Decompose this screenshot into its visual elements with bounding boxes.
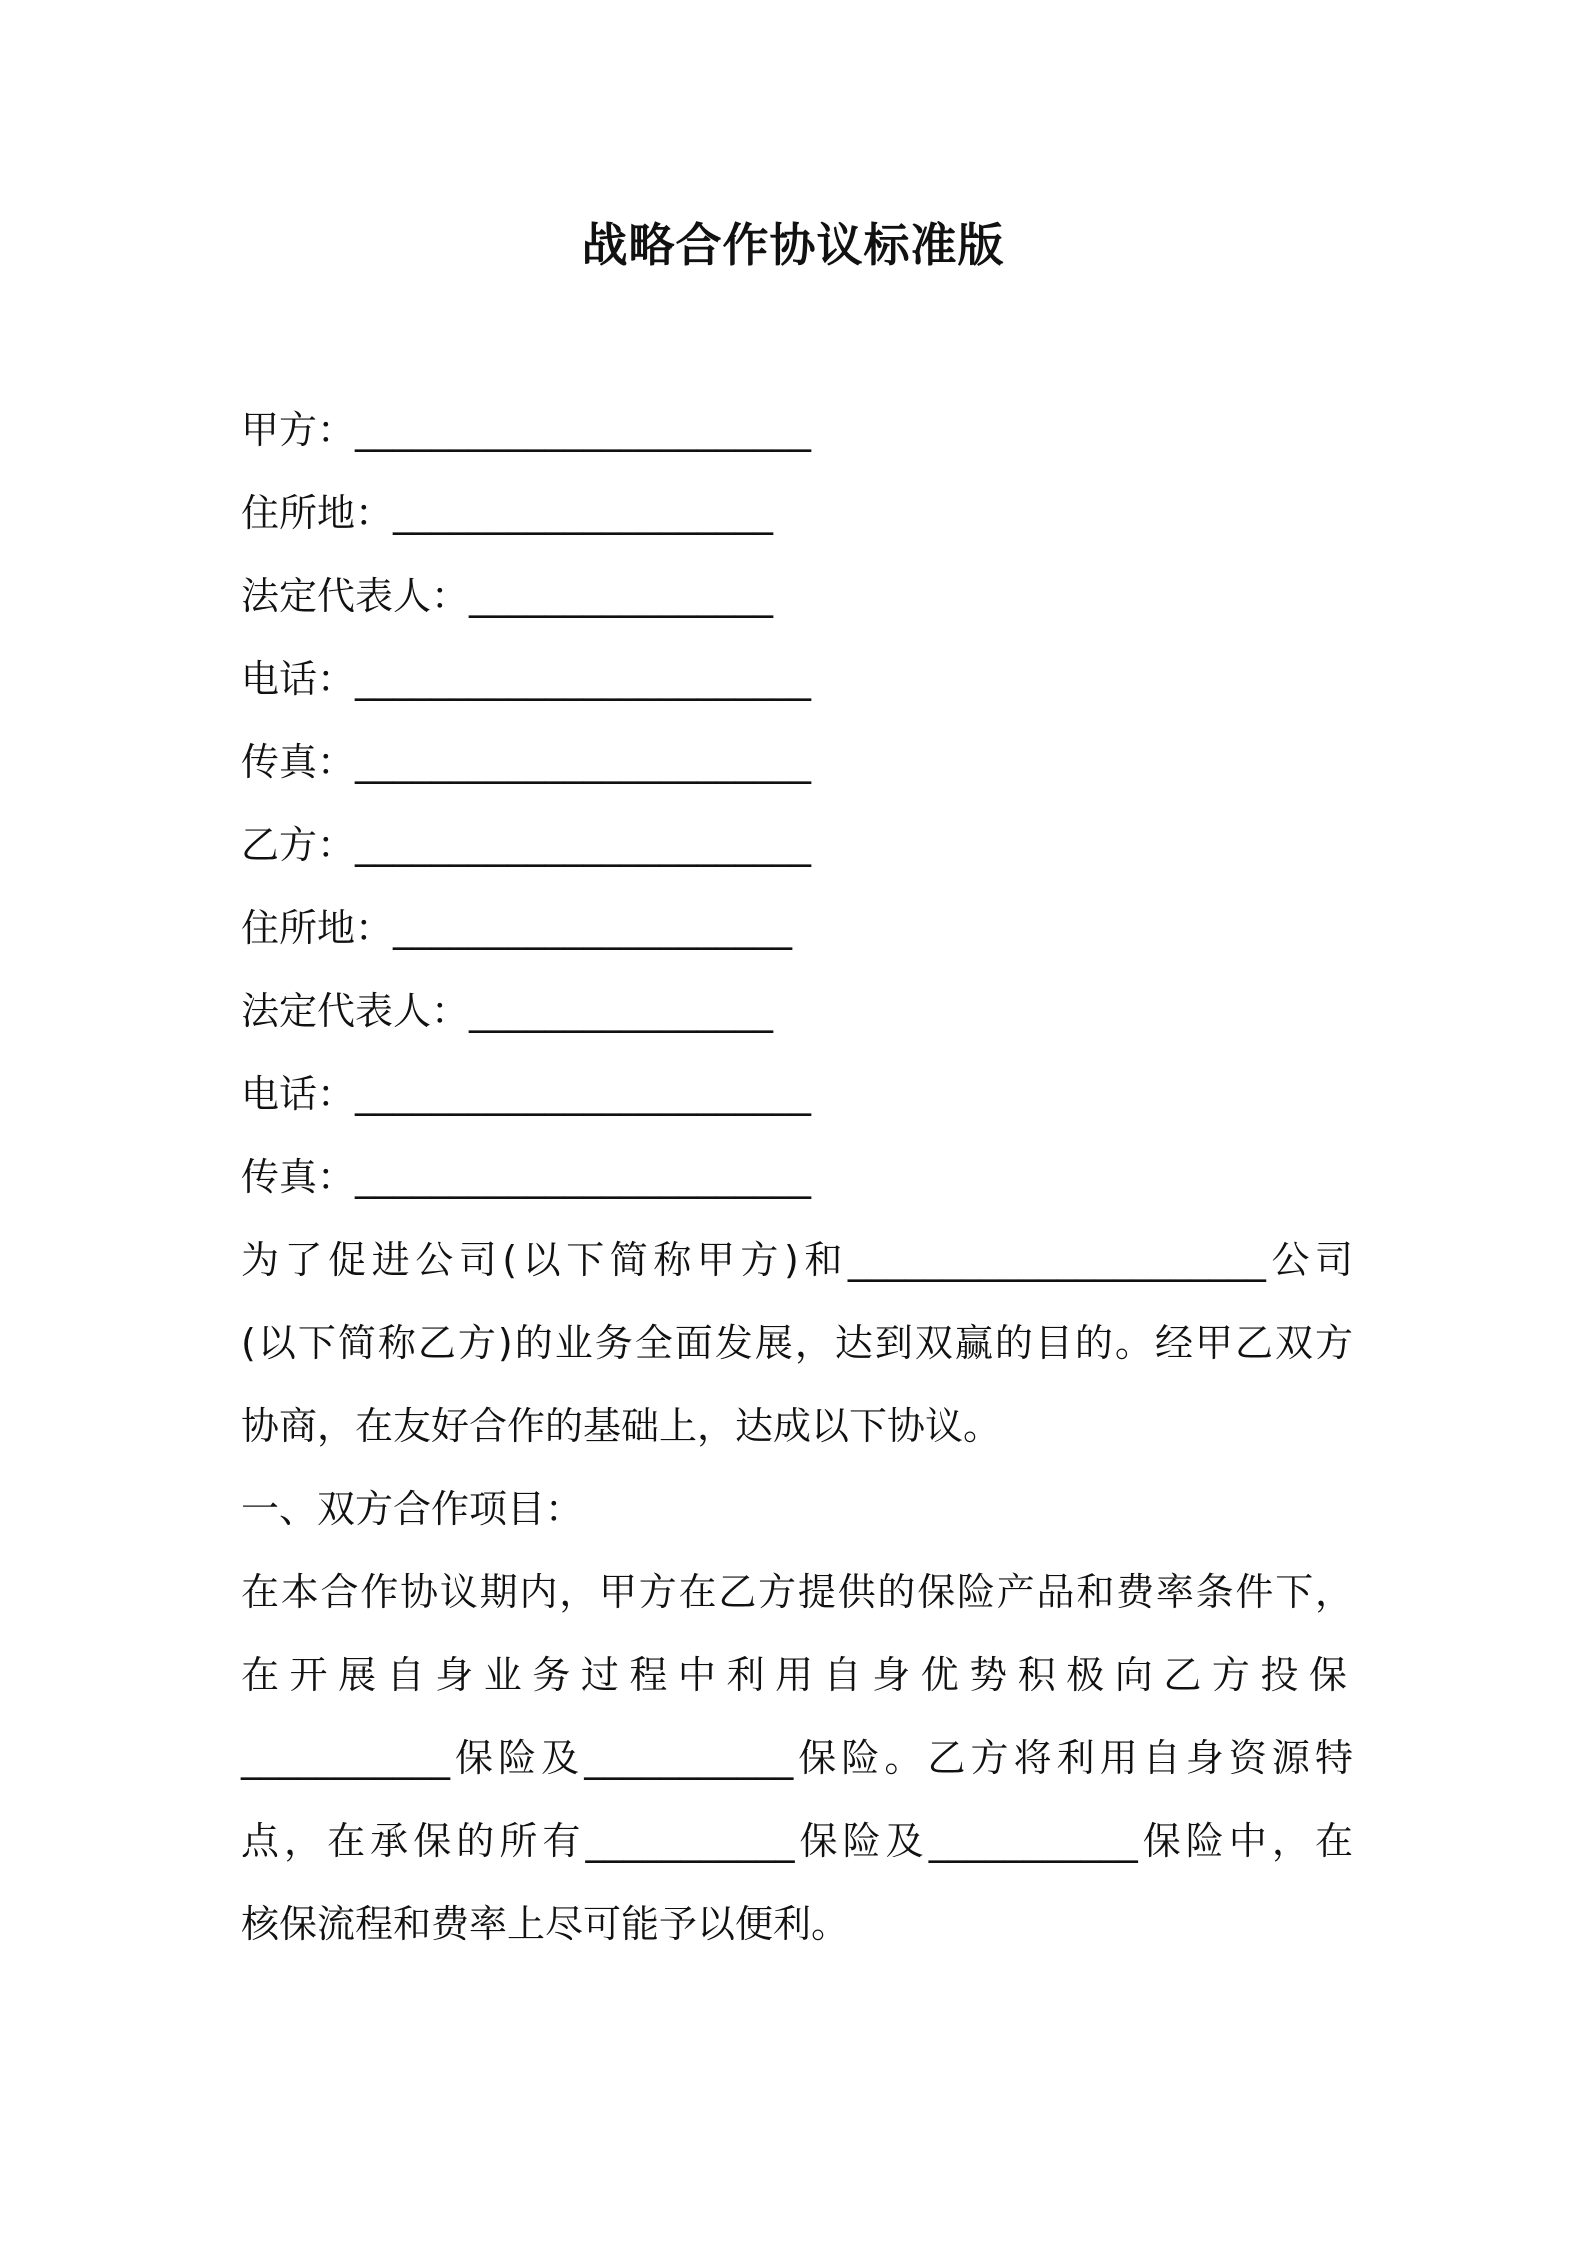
section-body-line: 核保流程和费率上尽可能予以便利。 <box>241 1902 850 1946</box>
party-b-fax-field <box>241 1150 811 1204</box>
field-label: 法定代表人： <box>241 574 470 618</box>
party-a-address-field <box>241 486 773 540</box>
fill-in-blank: ________________________ <box>355 1072 812 1116</box>
preamble-line: 协商，在友好合作的基础上，达成以下协议。 <box>241 1404 1002 1448</box>
fill-in-blank: ____________________ <box>393 491 774 535</box>
field-label: 电话： <box>241 657 356 701</box>
party-b-name-field <box>241 818 811 872</box>
party-a-name-field <box>241 403 811 457</box>
section-body-line: 在开展自身业务过程中利用自身优势积极向乙方投保 <box>241 1653 1353 1697</box>
fill-in-blank: ________________________ <box>355 823 812 867</box>
field-label: 传真： <box>241 1155 356 1199</box>
fill-in-blank: ________________________ <box>355 740 812 784</box>
fill-in-blank: ________________ <box>469 989 774 1033</box>
section-heading: 一、双方合作项目： <box>241 1487 584 1531</box>
field-label: 甲方： <box>241 408 356 452</box>
section-body-line: 在本合作协议期内，甲方在乙方提供的保险产品和费率条件下， <box>241 1570 1353 1614</box>
fill-in-blank: ________________________ <box>355 1155 812 1199</box>
party-a-fax-field <box>241 735 811 789</box>
document-title: 战略合作协议标准版 <box>581 218 1005 272</box>
field-label: 住所地： <box>241 491 394 535</box>
party-b-legal-rep-field <box>241 984 773 1038</box>
field-label: 乙方： <box>241 823 356 867</box>
preamble-line: 为了促进公司(以下简称甲方)和______________________公司 <box>241 1238 1353 1282</box>
fill-in-blank: ________________________ <box>355 657 812 701</box>
party-a-phone-field <box>241 652 811 706</box>
party-b-phone-field <box>241 1067 811 1121</box>
field-label: 住所地： <box>241 906 394 950</box>
section-body-line: 点，在承保的所有___________保险及___________保险中，在 <box>241 1819 1353 1863</box>
fill-in-blank: _____________________ <box>393 906 793 950</box>
party-a-legal-rep-field <box>241 569 773 623</box>
party-b-address-field <box>241 901 792 955</box>
fill-in-blank: ________________ <box>469 574 774 618</box>
fill-in-blank: ________________________ <box>355 408 812 452</box>
field-label: 电话： <box>241 1072 356 1116</box>
preamble-line: (以下简称乙方)的业务全面发展，达到双赢的目的。经甲乙双方 <box>241 1321 1353 1365</box>
section-body-line: ___________保险及___________保险。乙方将利用自身资源特 <box>241 1736 1353 1780</box>
field-label: 传真： <box>241 740 356 784</box>
field-label: 法定代表人： <box>241 989 470 1033</box>
